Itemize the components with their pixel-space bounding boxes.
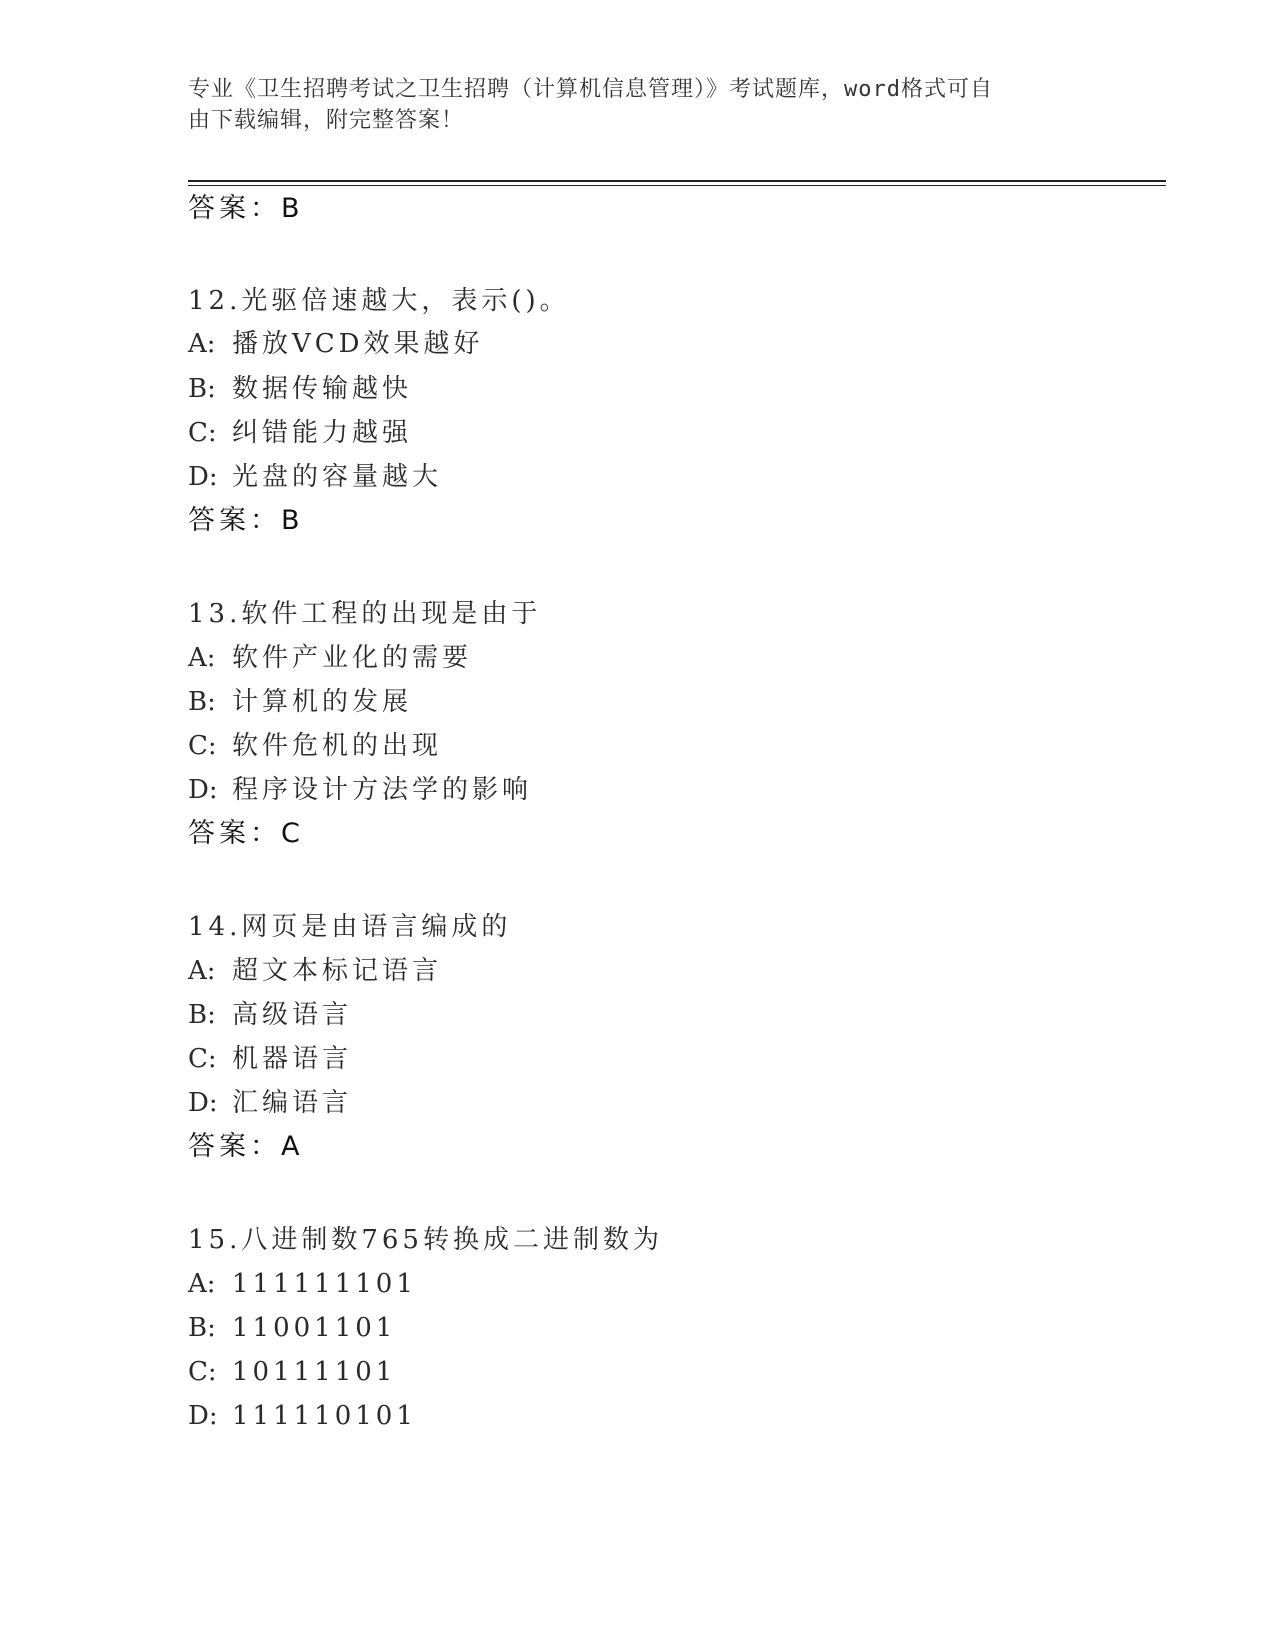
option-text: 数据传输越快 [232, 374, 413, 404]
option-d [188, 1085, 352, 1121]
answer-value: B [281, 193, 301, 224]
header-divider [188, 180, 1166, 186]
option-b [188, 371, 412, 407]
option-key: B: [188, 1313, 216, 1343]
option-c [188, 1041, 352, 1077]
option-text: 11001101 [232, 1313, 397, 1343]
option-c [188, 415, 412, 451]
option-key: C: [188, 731, 217, 761]
option-c [188, 728, 442, 764]
option-key: B: [188, 687, 216, 717]
option-d [188, 1398, 417, 1434]
question-stem: 13.软件工程的出现是由于 [188, 599, 542, 629]
option-key: D: [188, 775, 218, 805]
option-text: 软件产业化的需要 [232, 643, 473, 673]
answer-value: B [281, 505, 301, 536]
option-text: 软件危机的出现 [232, 731, 443, 761]
option-key: C: [188, 1357, 217, 1387]
header-line-2: 由下载编辑，附完整答案！ [188, 108, 465, 133]
option-key: A: [188, 643, 216, 673]
answer-label: 答案： [188, 1131, 281, 1162]
option-b [188, 997, 352, 1033]
answer-value: C [281, 818, 301, 849]
option-text: 计算机的发展 [232, 687, 413, 717]
option-key: A: [188, 1269, 216, 1299]
answer-label: 答案： [188, 505, 281, 536]
option-c [188, 1354, 396, 1390]
option-a [188, 640, 472, 676]
question-stem: 14.网页是由语言编成的 [188, 912, 512, 942]
option-text: 汇编语言 [232, 1088, 353, 1118]
option-key: A: [188, 329, 216, 359]
option-text: 光盘的容量越大 [232, 462, 443, 492]
option-key: A: [188, 956, 216, 986]
option-key: C: [188, 418, 217, 448]
option-a [188, 953, 442, 989]
option-text: 111111101 [232, 1269, 417, 1299]
option-key: D: [188, 1401, 218, 1431]
option-text: 程序设计方法学的影响 [232, 775, 533, 805]
answer-label: 答案： [188, 193, 281, 224]
answer-label: 答案： [188, 818, 281, 849]
document-header [188, 74, 1068, 136]
option-text: 111110101 [232, 1401, 417, 1431]
answer-line [188, 191, 301, 227]
answer-line [188, 816, 301, 852]
option-b [188, 1310, 396, 1346]
option-b [188, 684, 412, 720]
answer-line [188, 503, 301, 539]
option-key: D: [188, 462, 218, 492]
option-text: 纠错能力越强 [232, 418, 413, 448]
option-text: 高级语言 [232, 1000, 353, 1030]
option-d [188, 772, 532, 808]
header-line-1: 专业《卫生招聘考试之卫生招聘（计算机信息管理）》考试题库，word格式可自 [188, 77, 993, 102]
option-a [188, 1266, 417, 1302]
option-a [188, 326, 484, 362]
question-stem: 15.八进制数765转换成二进制数为 [188, 1225, 663, 1255]
option-text: 机器语言 [232, 1044, 353, 1074]
option-key: C: [188, 1044, 217, 1074]
option-d [188, 459, 442, 495]
answer-line [188, 1129, 300, 1165]
option-text: 播放VCD效果越好 [232, 329, 484, 359]
option-key: B: [188, 1000, 216, 1030]
option-text: 10111101 [232, 1357, 397, 1387]
question-stem: 12.光驱倍速越大，表示()。 [188, 286, 570, 316]
option-key: B: [188, 374, 216, 404]
answer-value: A [281, 1131, 301, 1162]
option-key: D: [188, 1088, 218, 1118]
option-text: 超文本标记语言 [232, 956, 443, 986]
